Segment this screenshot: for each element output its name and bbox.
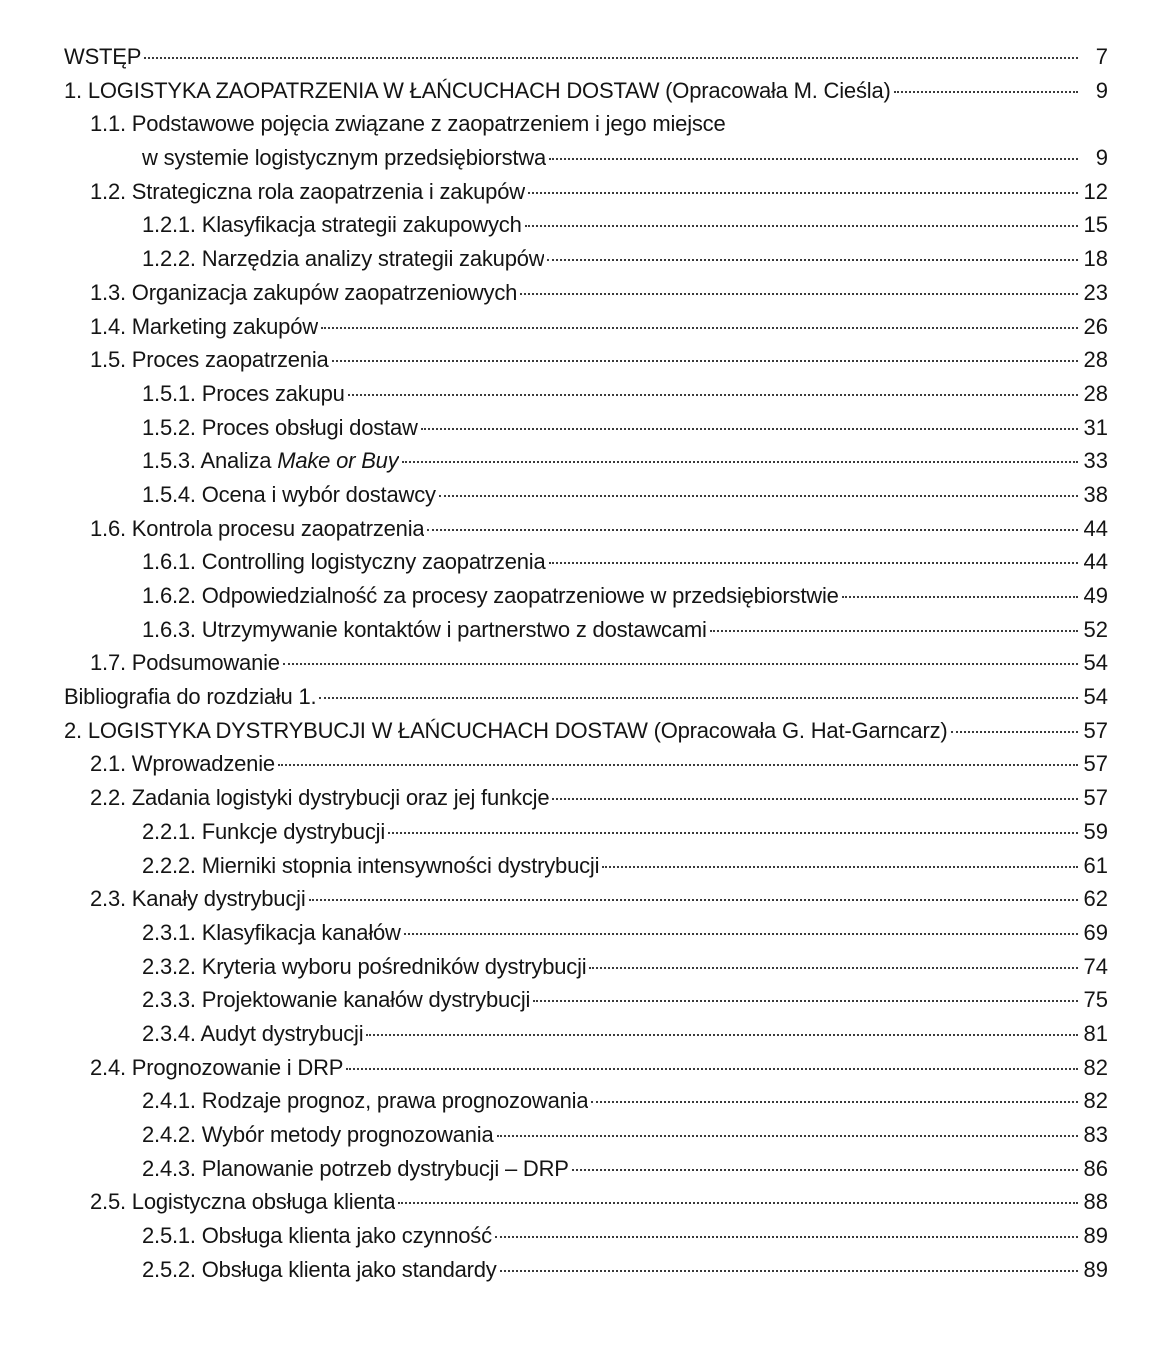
toc-entry-title [142,983,530,1017]
toc-entry-page-number: 89 [1083,1256,1108,1282]
toc-entry-page-number: 89 [1083,1223,1108,1249]
toc-entry-title [142,478,436,512]
toc-entry-title-text: 1.2.1. Klasyfikacja strategii zakupowych [142,212,522,238]
toc-entry-title [90,781,549,815]
toc-entry-page-number: 69 [1083,919,1108,945]
dot-leader [283,663,1078,665]
dot-leader [951,731,1078,733]
dot-leader [309,899,1078,901]
toc-entry-title-text: 1.5.3. Analiza [142,448,278,474]
toc-entry [64,175,1108,209]
toc-entry-title [142,444,399,478]
toc-entry-page-number: 38 [1083,481,1108,507]
toc-entry-title-text: 1.5.1. Proces zakupu [142,380,345,406]
toc-entry [64,74,1108,108]
dot-leader [497,1135,1078,1137]
toc-entry-page-number: 15 [1083,212,1108,238]
toc-entry-page-number: 18 [1083,246,1108,272]
toc-entry [64,815,1108,849]
dot-leader [525,225,1078,227]
toc-entry-title [142,1084,588,1118]
dot-leader [547,259,1078,261]
toc-entry-page-number: 7 [1095,44,1108,69]
toc-entry-title [90,276,517,310]
toc-entry-title-text: 1.7. Podsumowanie [90,650,280,676]
toc-entry-title [90,141,546,175]
toc-entry-title-text: 1.3. Organizacja zakupów zaopatrzeniowych [90,279,518,305]
toc-entry-title [142,242,544,276]
toc-entry [64,646,1108,680]
dot-leader [710,630,1078,632]
toc-entry-page-number: 9 [1095,145,1108,171]
toc-entry-title-text: 2.3. Kanały dystrybucji [90,886,306,912]
dot-leader [495,1236,1078,1238]
toc-entry [64,950,1108,984]
toc-entry-title [142,1017,363,1051]
toc-entry [64,478,1108,512]
dot-leader [144,57,1078,59]
dot-leader [549,158,1078,160]
dot-leader [572,1169,1078,1171]
toc-entry-title [90,310,318,344]
toc-entry-page-number: 54 [1083,684,1108,710]
toc-entry-title-text: 1.2. Strategiczna rola zaopatrzenia i zakupów [90,178,525,204]
toc-entry [64,680,1108,714]
toc-entry [64,747,1108,781]
toc-entry [64,849,1108,883]
toc-entry-title [90,343,329,377]
toc-entry [64,579,1108,613]
toc-entry-title [64,40,141,74]
toc-entry [64,242,1108,276]
toc-entry-title [142,613,707,647]
toc-entry-title [142,815,385,849]
toc-entry-title-text: 2.5.2. Obsługa klienta jako standardy [142,1256,497,1282]
toc-entry-title-text: 2.3.4. Audyt dystrybucji [142,1020,364,1046]
dot-leader [402,461,1078,463]
toc-entry-title-text: 2.4.3. Planowanie potrzeb dystrybucji – DRP [142,1155,569,1181]
toc-entry [64,1219,1108,1253]
toc-entry-title [142,411,418,445]
dot-leader [388,832,1078,834]
toc-entry-page-number: 44 [1083,549,1108,575]
toc-entry-page-number: 57 [1083,717,1108,743]
dot-leader [842,596,1078,598]
toc-entry [64,107,1108,141]
toc-entry [64,1253,1108,1287]
toc-entry-page-number: 33 [1083,448,1108,474]
dot-leader [319,697,1078,699]
toc-entry-page-number: 88 [1083,1189,1108,1215]
toc-entry [64,613,1108,647]
toc-entry [64,377,1108,411]
dot-leader [346,1068,1078,1070]
dot-leader [421,428,1078,430]
dot-leader [278,764,1078,766]
toc-entry-title-text: WSTĘP [64,44,142,69]
toc-entry-page-number: 74 [1083,953,1108,979]
toc-entry-page-number: 59 [1083,818,1108,844]
toc-entry-title-text: 1.6.1. Controlling logistyczny zaopatrzenia [142,549,546,575]
dot-leader [520,293,1078,295]
toc-entry-page-number: 9 [1095,77,1108,103]
dot-leader [894,91,1078,93]
toc-entry-page-number: 12 [1083,178,1108,204]
dot-leader [439,495,1078,497]
toc-entry-title-text: 1.2.2. Narzędzia analizy strategii zakupów [142,246,545,272]
toc-entry-title-text: 1.1. Podstawowe pojęcia związane z zaopatrzeniem i jego miejsce [90,111,726,137]
toc-entry-title-text: 2.3.1. Klasyfikacja kanałów [142,919,401,945]
dot-leader [348,394,1078,396]
toc-entry-title [90,107,726,141]
toc-entry-page-number: 86 [1083,1155,1108,1181]
toc-entry-title [64,714,948,748]
dot-leader [528,192,1078,194]
toc-entry-title-text: 1.6.2. Odpowiedzialność za procesy zaopatrzeniowe w przedsiębiorstwie [142,583,839,608]
toc-entry-page-number: 49 [1083,583,1108,608]
toc-entry-title-text: 2.1. Wprowadzenie [90,751,275,777]
toc-entry [64,310,1108,344]
toc-entry [64,208,1108,242]
toc-entry-title-text: 2.2.2. Mierniki stopnia intensywności dystrybucji [142,852,600,878]
toc-entry-title-text: 2.4. Prognozowanie i DRP [90,1054,344,1080]
toc-entry-title-text: 1.5. Proces zaopatrzenia [90,347,329,373]
toc-entry-title [90,1185,395,1219]
toc-entry-title [142,208,522,242]
dot-leader [500,1270,1078,1272]
toc-entry-page-number: 44 [1083,515,1108,541]
dot-leader [552,798,1078,800]
toc-entry-title-text: 2. LOGISTYKA DYSTRYBUCJI W ŁAŃCUCHACH DOSTAW (Opracowała G. Hat-Garncarz) [64,717,948,743]
toc-entry [64,1118,1108,1152]
toc-entry-title-text: 2.2. Zadania logistyki dystrybucji oraz jej funkcje [90,785,550,811]
toc-entry-title-text: 1.6. Kontrola procesu zaopatrzenia [90,515,425,541]
toc-entry [64,512,1108,546]
dot-leader [589,967,1078,969]
toc-entry-title [142,1253,497,1287]
toc-entry-title [90,512,424,546]
toc-entry-page-number: 75 [1083,987,1108,1013]
toc-entry-title [142,916,401,950]
toc-entry-page-number: 61 [1083,852,1108,878]
toc-entry [64,882,1108,916]
toc-entry-title-text: 1.5.4. Ocena i wybór dostawcy [142,481,436,507]
toc-entry [64,714,1108,748]
dot-leader [533,1000,1078,1002]
toc-entry-title-text: 2.4.2. Wybór metody prognozowania [142,1122,494,1147]
toc-entry-title-text: 2.3.2. Kryteria wyboru pośredników dystrybucji [142,953,587,979]
toc-entry-title-text: 2.5.1. Obsługa klienta jako czynność [142,1223,492,1249]
toc-entry-title-text: 1. LOGISTYKA ZAOPATRZENIA W ŁAŃCUCHACH DOSTAW (Opracowała M. Cieśla) [64,77,891,103]
toc-entry-title-italic: Make or Buy [277,448,399,474]
toc-entry-title [142,377,345,411]
dot-leader [427,529,1078,531]
toc-entry-title [142,545,546,579]
toc-entry-title [64,680,316,714]
toc-entry [64,343,1108,377]
dot-leader [398,1202,1078,1204]
toc-entry-title-text: 1.6.3. Utrzymywanie kontaktów i partnerstwo z dostawcami [142,616,707,642]
toc-entry-title [90,175,525,209]
toc-entry-title-text: 2.2.1. Funkcje dystrybucji [142,818,386,844]
dot-leader [591,1101,1078,1103]
toc-entry-page-number: 28 [1083,380,1108,406]
toc-entry-title-text: 2.4.1. Rodzaje prognoz, prawa prognozowania [142,1088,589,1114]
toc-entry [64,444,1108,478]
toc-entry-page-number: 23 [1083,279,1108,305]
dot-leader [366,1034,1078,1036]
dot-leader [602,866,1078,868]
toc-entry [64,545,1108,579]
dot-leader [332,360,1078,362]
toc-entry [64,916,1108,950]
toc-entry-title [90,882,306,916]
toc-entry-page-number: 26 [1083,313,1108,339]
dot-leader [549,562,1078,564]
toc-entry-title-text: 1.4. Marketing zakupów [90,313,318,339]
toc-entry-title-text: 2.3.3. Projektowanie kanałów dystrybucji [142,987,531,1013]
toc-entry [64,1152,1108,1186]
toc-entry [64,40,1108,74]
toc-entry-title [90,1051,343,1085]
toc-entry [64,141,1108,175]
toc-entry-page-number: 52 [1083,616,1108,642]
toc-entry-page-number: 54 [1083,650,1108,676]
toc-entry [64,411,1108,445]
toc-entry-page-number: 83 [1083,1122,1108,1147]
toc-entry-title [142,849,599,883]
toc-entry-page-number: 57 [1083,751,1108,777]
toc-entry-title [90,646,280,680]
toc-entry [64,1017,1108,1051]
toc-entry-page-number: 81 [1083,1020,1108,1046]
toc-entry-title-text: Bibliografia do rozdziału 1. [64,684,317,710]
toc-entry [64,1084,1108,1118]
toc-entry-title [142,579,839,613]
dot-leader [321,327,1078,329]
toc-entry [64,276,1108,310]
toc-entry-page-number: 82 [1083,1054,1108,1080]
toc-entry-page-number: 31 [1083,414,1108,440]
toc-entry-title [64,74,891,108]
dot-leader [404,933,1078,935]
toc-entry-title-text: 2.5. Logistyczna obsługa klienta [90,1189,396,1215]
toc-entry-title-text: 1.5.2. Proces obsługi dostaw [142,414,418,440]
toc-entry-page-number: 28 [1083,347,1108,373]
toc-entry-title [142,1152,569,1186]
toc-entry [64,1185,1108,1219]
toc-entry [64,781,1108,815]
toc-entry-title [142,1118,494,1152]
toc-entry-page-number: 57 [1083,785,1108,811]
toc-entry-title-text: w systemie logistycznym przedsiębiorstwa [142,145,547,171]
toc-entry [64,1051,1108,1085]
toc-entry-title [142,1219,492,1253]
toc-entry-page-number: 62 [1083,886,1108,912]
table-of-contents [64,40,1108,1286]
toc-entry [64,983,1108,1017]
toc-entry-page-number: 82 [1083,1088,1108,1114]
toc-entry-title [90,747,275,781]
toc-entry-title [142,950,586,984]
